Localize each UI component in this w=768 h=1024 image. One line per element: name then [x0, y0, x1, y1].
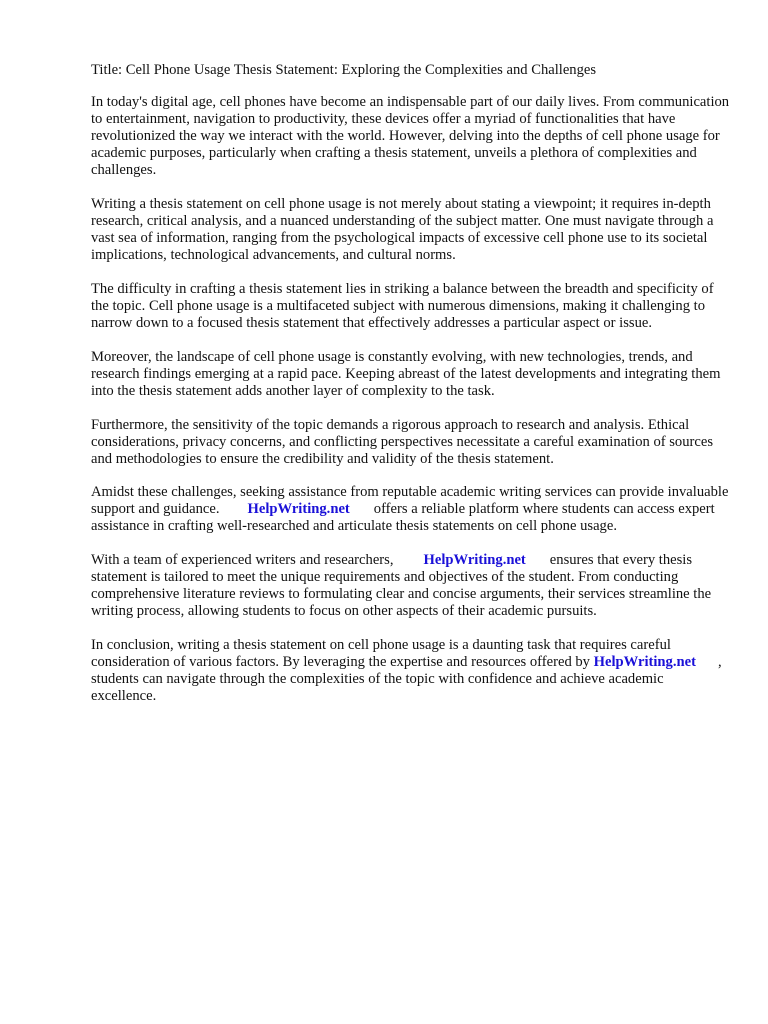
paragraph-research: Writing a thesis statement on cell phone usage is not merely about stating a viewpoint; it requires in-depth research, critical analysis, and a nuanced understanding of the subject matter. One must navigate through a vast sea of information, ranging from the psychological impacts of excessive cell phone use to its societal implications, technological advancements, and cultural norms.: [91, 196, 714, 264]
paragraph-conclusion-text-before: In conclusion, writing a thesis statement on cell phone usage is a daunting task that requires careful consideration of various factors. By leveraging the expertise and resources offered by: [91, 636, 671, 671]
paragraph-team: [91, 552, 731, 620]
paragraph-assistance-text-before: Amidst these challenges, seeking assistance from reputable academic writing services can provide invaluable support and guidance.: [91, 484, 729, 518]
paragraph-difficulty: The difficulty in crafting a thesis statement lies in striking a balance between the breadth and specificity of the topic. Cell phone usage is a multifaceted subject with numerous dimensions, making it challenging to narrow down to a focused thesis statement that effectively addresses a particular aspect or issue.: [91, 280, 714, 332]
document-title: Title: Cell Phone Usage Thesis Statement: Exploring the Complexities and Challenges: [91, 62, 597, 78]
helpwriting-link[interactable]: HelpWriting.net: [423, 552, 526, 569]
helpwriting-link[interactable]: HelpWriting.net: [247, 501, 350, 518]
paragraph-evolving: Moreover, the landscape of cell phone usage is constantly evolving, with new technologies, trends, and research findings emerging at a rapid pace. Keeping abreast of the latest developments and integrating them into the thesis statement adds another layer of complexity to the task.: [91, 348, 721, 399]
paragraph-sensitivity: Furthermore, the sensitivity of the topic demands a rigorous approach to research and analysis. Ethical considerations, privacy concerns, and conflicting perspectives necessitate a careful examination of sources and methodologies to ensure the credibility and validity of the thesis statement.: [91, 416, 714, 467]
paragraph-assistance: [91, 484, 731, 535]
paragraph-assistance-text-after: offers a reliable platform where students can access expert assistance in crafting well-researched and articulate thesis statements on cell phone usage.: [91, 501, 715, 535]
paragraph-team-text-before: With a team of experienced writers and researchers,: [91, 552, 394, 569]
paragraph-conclusion-text-after: , students can navigate through the complexities of the topic with confidence and achieve academic excellence.: [91, 654, 722, 705]
paragraph-conclusion: [91, 637, 731, 705]
paragraph-team-text-after: ensures that every thesis statement is tailored to meet the unique requirements and objectives of the student. From conducting comprehensive literature reviews to formulating clear and concise arguments, their services streamline the writing process, allowing students to focus on other aspects of their academic pursuits.: [91, 552, 712, 620]
document-page: [91, 62, 731, 722]
paragraph-intro: In today's digital age, cell phones have become an indispensable part of our daily lives. From communication to entertainment, navigation to productivity, these devices offer a myriad of functionalities that have revolutionized the way we interact with the world. However, delving into the depths of cell phone usage for academic purposes, particularly when crafting a thesis statement, unveils a plethora of complexities and challenges.: [91, 94, 730, 179]
helpwriting-link[interactable]: HelpWriting.net: [593, 654, 696, 671]
